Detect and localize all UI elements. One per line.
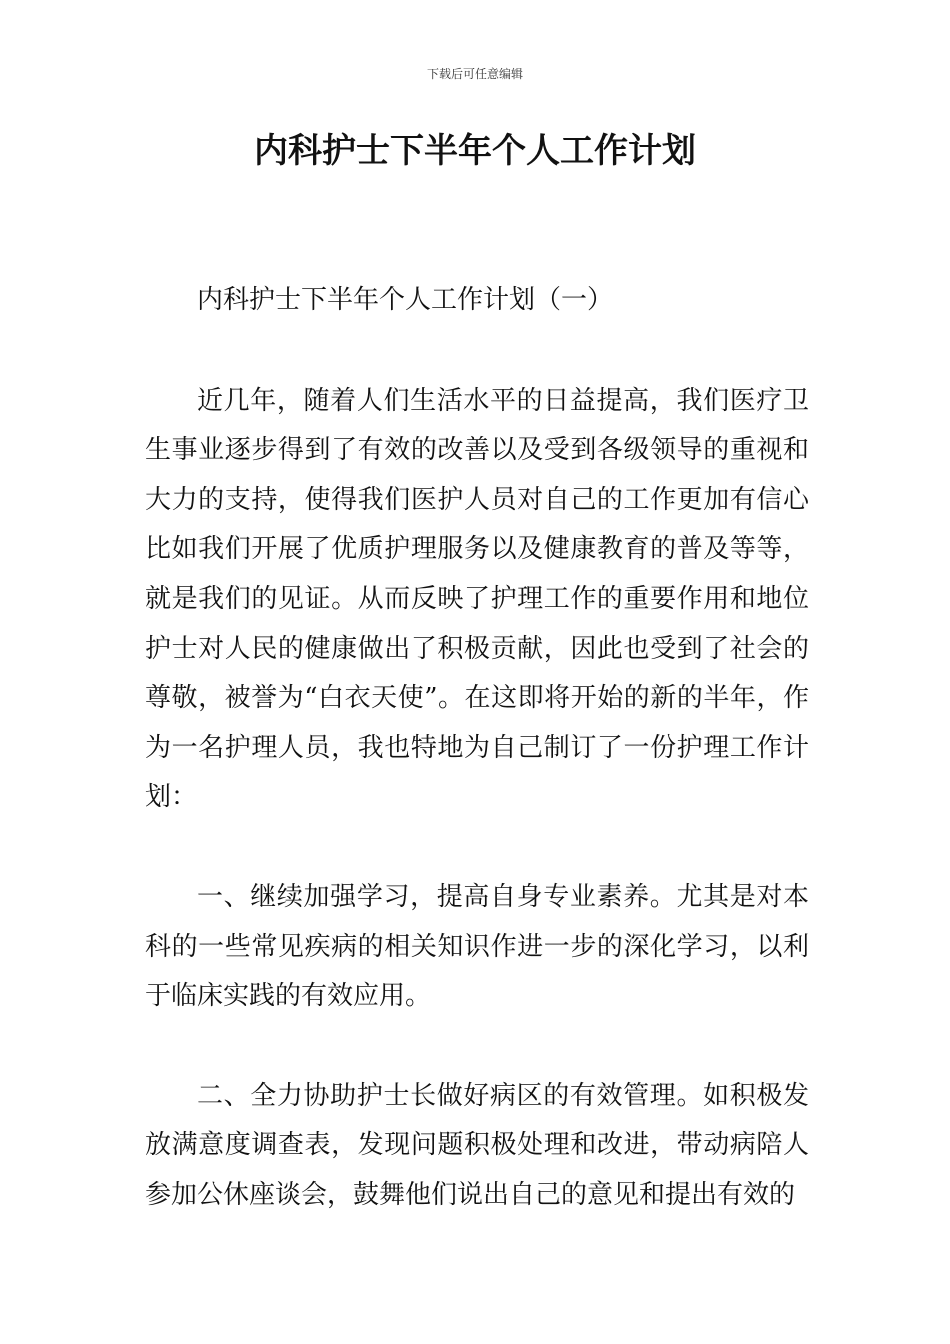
paragraph-item-2: 二、全力协助护士长做好病区的有效管理。如积极发放满意度调查表，发现问题积极处理和改进，带动病陪人参加公休座谈会，鼓舞他们说出自己的意见和提出有效的 <box>145 1080 809 1210</box>
section-heading: 内科护士下半年个人工作计划（一） <box>197 285 614 315</box>
document-body <box>145 276 809 1221</box>
header-note: 下载后可任意编辑 <box>426 67 523 81</box>
document-title: 内科护士下半年个人工作计划 <box>254 131 696 171</box>
paragraph-item-1: 一、继续加强学习，提高自身专业素养。尤其是对本科的一些常见疾病的相关知识作进一步的深化学习，以利于临床实践的有效应用。 <box>145 881 809 1012</box>
paragraph-intro: 近几年，随着人们生活水平的日益提高，我们医疗卫生事业逐步得到了有效的改善以及受到各级领导的重视和大力的支持，使得我们医护人员对自己的工作更加有信心比如我们开展了优质护理服务以及健康教育的普及等等，就是我们的见证。从而反映了护理工作的重要作用和地位护士对人民的健康做出了积极贡献，因此也受到了社会的尊敬，被誉为“白衣天使”。在这即将开始的新的半年，作为一名护理人员，我也特地为自己制订了一份护理工作计划： <box>145 385 809 813</box>
